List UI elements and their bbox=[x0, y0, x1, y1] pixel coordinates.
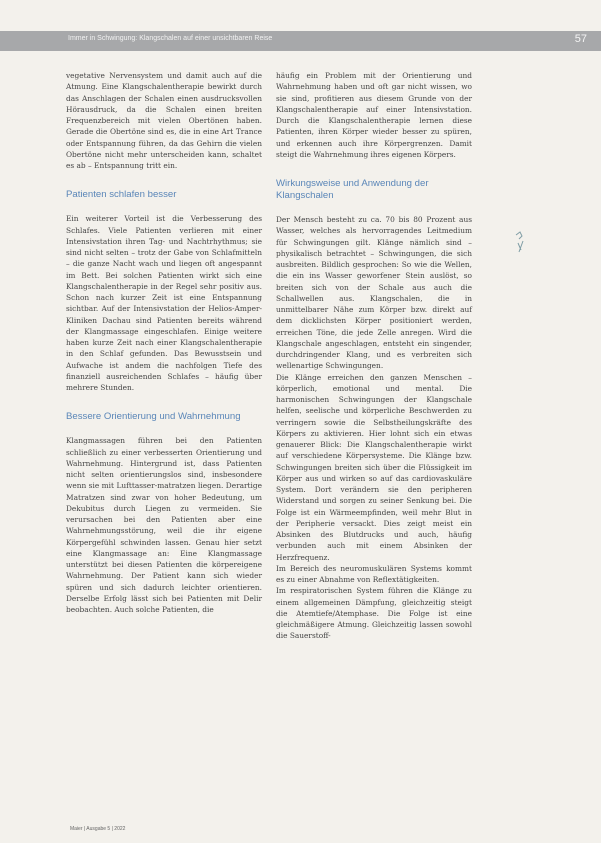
effect-paragraph-4: Im respiratorischen System führen die Klänge zu einem allgemeinen Dämpfung, gleichzeitig steigt die Atemtiefe/Atemphase. Die Folge ist eine gleichmäßigere Atmung. Gleichzeitig lassen sowohl die Sauerstoff- bbox=[276, 586, 472, 641]
footer-note: Maier | Ausgabe 5 | 2022 bbox=[70, 826, 126, 832]
right-column bbox=[276, 70, 472, 642]
left-column bbox=[66, 70, 262, 615]
heading-effect: Wirkungsweise und Anwendung der Klangschalen bbox=[276, 178, 429, 201]
sleep-paragraph: Ein weiterer Vorteil ist die Verbesserung des Schlafes. Viele Patienten verlieren mit einer Intensivstation ihren Tag- und Nachtrhythmus; sie sind nicht selten – trotz der Gabe von Schlafmitteln – die ganze Nacht wach und liegen oft angespannt im Bett. Bei solchen Patienten wirkt sich eine Klangschalentherapie in der Regel sehr positiv aus. Schon nach kurzer Zeit ist eine Entspannung sichtbar. Auf der Intensivstation der Helios-Amper-Kliniken Dachau sind Patienten bereits während der Klangmassage eingeschlafen. Einige weitere haben kurze Zeit nach einer Klangschalentherapie in den Schlaf gefunden. Das Bewusstsein und Aufwache ist andem die nachfolgen Tiefe des finanziell ausreichenden Schlafes – häufig über mehrere Stunden. bbox=[66, 214, 262, 392]
heading-orientation: Bessere Orientierung und Wahrnehmung bbox=[66, 411, 241, 423]
running-header-title: Immer in Schwingung: Klangschalen auf einer unsichtbaren Reise bbox=[68, 35, 273, 42]
effect-paragraph-3: Im Bereich des neuromuskulären Systems kommt es zu einer Abnahme von Reflextätigkeiten. bbox=[276, 563, 472, 584]
left-intro-paragraph: vegetative Nervensystem und damit auch auf die Atmung. Eine Klangschalentherapie bewirkt durch das Anschlagen der Schalen einen ausdrucksvollen Hörausdruck, da die Schalen einen breiten Frequenzbereich mit vielen Obertönen haben. Gerade die Obertöne sind es, die in eine Art Trance oder Entspannung führen, da das Gehirn die vielen Obertöne nicht mehr unterscheiden kann, schaltet es ab – Entspannung tritt ein. bbox=[66, 71, 262, 170]
right-intro-paragraph: häufig ein Problem mit der Orientierung und Wahrnehmung haben und oft gar nicht wissen, wo sie sind, profitieren aus diesem Grunde von der Klangschalentherapie auf einer Intensivstation. Durch die Klangschalentherapie lernen diese Patienten, ihren Körper wieder besser zu spüren, und erkennen auch ihre Körpergrenzen. Damit steigt die Wahrnehmung ihres eigenen Körpers. bbox=[276, 71, 472, 159]
heading-sleep: Patienten schlafen besser bbox=[66, 189, 177, 201]
page-number: 57 bbox=[574, 33, 587, 45]
effect-paragraph-1: Der Mensch besteht zu ca. 70 bis 80 Prozent aus Wasser, welches als hervorragendes Leitmedium für Schwingungen gilt. Klänge nämlich sind – physikalisch betrachtet – Schwingungen, die sich ausbreiten. Bildlich gesprochen: So wie die Wellen, die ein ins Wasser geworfener Stein auslöst, so breiten sich von der Schale aus auch die Schallwellen aus. Klangschalen, die in unmittelbarer Nähe zum Körper bzw. direkt auf dem dicklichsten Körper positioniert werden, erreichen Töne, die jede Zelle anregen. Wird die Klangschale angeschlagen, entsteht ein singender, durchdringender Klang, und es verbreiten sich wellenartige Schwingungen. bbox=[276, 215, 472, 371]
margin-mark-icon bbox=[512, 230, 530, 260]
effect-paragraph-2: Die Klänge erreichen den ganzen Menschen – körperlich, emotional und mental. Die harmonischen Schwingungen der Klangschale helfen, seelische und körperliche Beschwerden zu verringern sowie die Selbstheilungskräfte des Körpers zu aktivieren. Hier lohnt sich ein etwas genauerer Blick: Die Klangschalentherapie wirkt auf verschiedene Körpersysteme. Die Klänge bzw. Schwingungen breiten sich über die Flüssigkeit im Körper aus und wirken so auf das cardiovaskuläre System. Dort verändern sie den peripheren Widerstand und sorgen zu seiner Senkung bei. Die Folge ist ein Wärmeempfinden, weil mehr Blut in der Peripherie versackt. Dies zeigt meist ein Absinken des Blutdrucks und auch, häufig verbunden auch mit einem Absinken der Herzfrequenz. bbox=[276, 372, 472, 562]
orientation-paragraph: Klangmassagen führen bei den Patienten schließlich zu einer verbesserten Orientierung und Wahrnehmung. Hintergrund ist, dass Patienten nicht selten orientierungslos sind, insbesondere wenn sie mit Lufttasser-matratzen liegen. Derartige Matratzen sind zwar von hoher Bedeutung, um Dekubitus durch Liegen zu vermeiden. Sie verursachen bei den Patienten aber eine Wahrnehmungsstörung, weil die ihr eigene Körpergefühl schwinden lassen. Genau hier setzt eine Klangmassage an: Eine Klangmassage unterstützt bei diesen Patienten die körpereigene Wahrnehmung. Der Patient kann sich wieder spüren und sich dadurch leichter orientieren. Derselbe Erfolg lässt sich bei Patienten mit Delir beobachten. Auch solche Patienten, die bbox=[66, 436, 262, 614]
